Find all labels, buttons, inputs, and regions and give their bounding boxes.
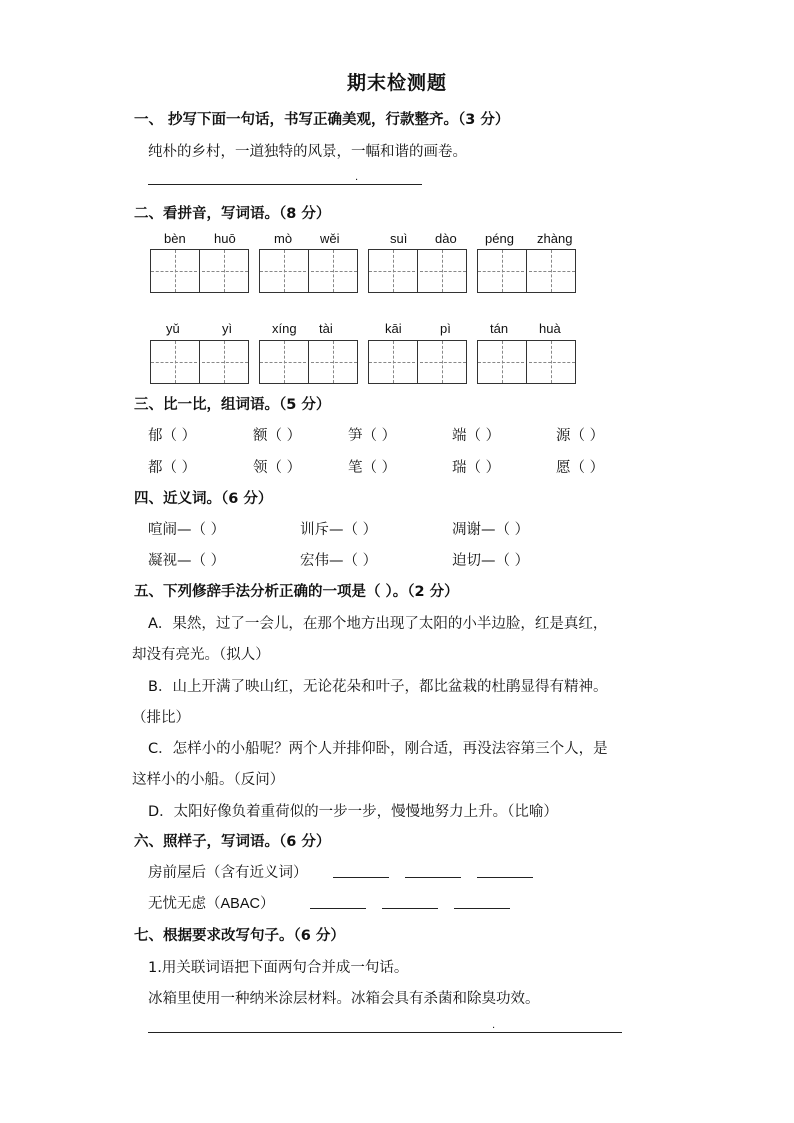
compare-item[interactable]: 笋（ ）: [348, 428, 397, 444]
pinyin: huà: [539, 321, 561, 336]
example-2: 无忧无虑（ABAC）: [148, 896, 275, 912]
pinyin: yì: [222, 321, 233, 336]
synonym-item[interactable]: 凋谢—（ ）: [452, 522, 530, 538]
compare-item[interactable]: 郁（ ）: [148, 428, 197, 444]
answer-blank[interactable]: [454, 908, 510, 909]
pinyin: pì: [440, 321, 451, 336]
answer-blank[interactable]: [405, 877, 461, 878]
section-2-heading: 二、看拼音，写词语。（8 分）: [134, 206, 331, 222]
section-5-heading: 五、下列修辞手法分析正确的一项是（ ）。（2 分）: [134, 584, 459, 600]
pinyin: kāi: [385, 321, 402, 336]
option-a[interactable]: A．果然，过了一会儿，在那个地方出现了太阳的小半边脸，红是真红，: [148, 616, 608, 632]
pinyin: xíng: [272, 321, 297, 336]
section-1-heading: 一、 抄写下面一句话，书写正确美观，行款整齐。（3 分）: [134, 112, 510, 128]
example-1: 房前屋后（含有近义词）: [148, 865, 308, 881]
answer-blank[interactable]: [333, 877, 389, 878]
writing-grid[interactable]: [368, 249, 467, 293]
compare-item[interactable]: 领（ ）: [253, 460, 302, 476]
writing-grid[interactable]: [259, 340, 358, 384]
option-d[interactable]: D．太阳好像负着重荷似的一步一步，慢慢地努力上升。（比喻）: [148, 804, 558, 820]
section-7-heading: 七、根据要求改写句子。（6 分）: [134, 928, 345, 944]
pinyin: zhàng: [537, 231, 573, 246]
option-c-cont: 这样小的小船。（反问）: [132, 772, 285, 788]
pinyin: péng: [485, 231, 514, 246]
section-6-heading: 六、照样子，写词语。（6 分）: [134, 834, 331, 850]
pinyin: suì: [390, 231, 408, 246]
pinyin: yǔ: [166, 321, 180, 336]
writing-grid[interactable]: [477, 340, 576, 384]
synonym-item[interactable]: 凝视—（ ）: [148, 553, 226, 569]
rewrite-task: 1.用关联词语把下面两句合并成一句话。: [148, 960, 409, 976]
pinyin: tài: [319, 321, 333, 336]
synonym-item[interactable]: 宏伟—（ ）: [300, 553, 378, 569]
pinyin: wěi: [320, 231, 340, 246]
option-a-cont: 却没有亮光。（拟人）: [132, 647, 270, 663]
synonym-item[interactable]: 喧闹—（ ）: [148, 522, 226, 538]
compare-item[interactable]: 端（ ）: [452, 428, 501, 444]
option-b-cont: （排比）: [132, 710, 190, 726]
pinyin: dào: [435, 231, 457, 246]
section-3-heading: 三、比一比，组词语。（5 分）: [134, 397, 331, 413]
option-c[interactable]: C．怎样小的小船呢？两个人并排仰卧，刚合适，再没法容第三个人，是: [148, 741, 608, 757]
compare-item[interactable]: 瑞（ ）: [452, 460, 501, 476]
compare-item[interactable]: 源（ ）: [556, 428, 605, 444]
answer-blank[interactable]: [477, 877, 533, 878]
synonym-item[interactable]: 迫切—（ ）: [452, 553, 530, 569]
section-4-heading: 四、近义词。（6 分）: [134, 491, 273, 507]
compare-item[interactable]: 愿（ ）: [556, 460, 605, 476]
rewrite-sentence: 冰箱里使用一种纳米涂层材料。冰箱会具有杀菌和除臭功效。: [148, 991, 540, 1007]
writing-grid[interactable]: [368, 340, 467, 384]
answer-blank[interactable]: [310, 908, 366, 909]
writing-grid[interactable]: [259, 249, 358, 293]
compare-item[interactable]: 都（ ）: [148, 460, 197, 476]
answer-line-dot: .: [355, 172, 359, 183]
writing-grid[interactable]: [150, 249, 249, 293]
rewrite-answer-line[interactable]: [148, 1032, 622, 1033]
pinyin: tán: [490, 321, 509, 336]
pinyin: bèn: [164, 231, 186, 246]
copy-sentence: 纯朴的乡村，一道独特的风景，一幅和谐的画卷。: [148, 144, 467, 160]
pinyin: huō: [214, 231, 236, 246]
option-b[interactable]: B．山上开满了映山红，无论花朵和叶子，都比盆栽的杜鹃显得有精神。: [148, 679, 608, 695]
page-title: 期末检测题: [346, 72, 447, 94]
answer-blank[interactable]: [382, 908, 438, 909]
pinyin: mò: [274, 231, 293, 246]
compare-item[interactable]: 额（ ）: [253, 428, 302, 444]
compare-item[interactable]: 笔（ ）: [348, 460, 397, 476]
copy-answer-line[interactable]: [148, 184, 422, 185]
synonym-item[interactable]: 训斥—（ ）: [300, 522, 378, 538]
answer-line-dot: .: [492, 1020, 496, 1031]
writing-grid[interactable]: [150, 340, 249, 384]
writing-grid[interactable]: [477, 249, 576, 293]
